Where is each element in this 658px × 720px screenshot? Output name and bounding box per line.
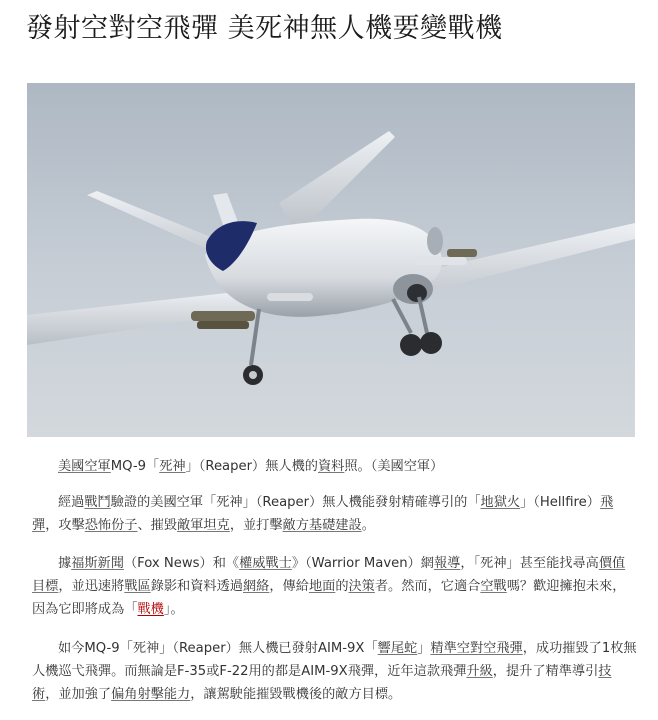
keyword-link[interactable]: 美國空軍 (58, 459, 111, 474)
keyword-link[interactable]: 敵方基礎建設 (282, 518, 362, 533)
keyword-link[interactable]: 技術 (32, 664, 612, 702)
keyword-link[interactable]: 價值目標 (32, 556, 626, 594)
keyword-link[interactable]: 網絡 (243, 579, 270, 594)
paragraph-2: 據福斯新聞（Fox News）和《權威戰士》（Warrior Maven）網報導，「死神」甚至能找尋高價值目標，並迅速將戰區錄影和資料透過網絡，傳給地面的決策者。然而，它適合空戰嗎？歡迎擁抱未來，因為它即將成為「戰機」。 (32, 556, 626, 617)
article-title: 發射空對空飛彈 美死神無人機要變戰機 (26, 13, 503, 44)
paragraph-1: 經過戰鬥驗證的美國空軍「死神」（Reaper）無人機能發射精確導引的「地獄火」（Hellfire）飛彈，攻擊恐怖份子、摧毀敵軍坦克，並打擊敵方基礎建設。 (32, 495, 614, 533)
keyword-link[interactable]: 地獄火 (480, 495, 521, 510)
keyword-link[interactable]: 決策 (348, 579, 375, 594)
keyword-link[interactable]: 報導 (433, 556, 461, 571)
reaper-drone-photo (27, 83, 635, 437)
keyword-link[interactable]: 死神 (159, 459, 186, 474)
keyword-link[interactable]: 資料 (317, 459, 345, 474)
keyword-link[interactable]: 敵軍坦克 (177, 518, 230, 533)
keyword-link[interactable]: 偏角射擊能力 (111, 687, 191, 702)
keyword-link[interactable]: 地面 (308, 579, 336, 594)
keyword-link[interactable]: 響尾蛇 (377, 641, 418, 656)
keyword-link[interactable]: 戰區 (124, 579, 151, 594)
keyword-link[interactable]: 福斯新聞 (71, 556, 124, 571)
paragraph-3: 如今MQ-9「死神」（Reaper）無人機已發射AIM-9X「響尾蛇」精準空對空飛彈，成功摧毀了1枚無人機巡弋飛彈。而無論是F-35或F-22用的都是AIM-9X飛彈，近年這款飛彈升級，提升了精準導引技術，並加強了偏角射擊能力，讓駕駛能摧毀戰機後的敵方目標。 (32, 641, 637, 702)
keyword-link[interactable]: 權威戰士 (239, 556, 292, 571)
keyword-link[interactable]: 精準空對空飛彈 (430, 641, 523, 656)
keyword-link[interactable]: 恐怖份子 (84, 518, 138, 533)
keyword-link[interactable]: 戰機 (137, 602, 164, 617)
photo-caption: 美國空軍MQ-9「死神」（Reaper）無人機的資料照。（美國空軍） (58, 459, 444, 474)
article-photo (27, 83, 635, 437)
keyword-link[interactable]: 飛彈 (32, 495, 614, 533)
keyword-link[interactable]: 戰鬥 (84, 495, 111, 510)
keyword-link[interactable]: 空戰 (480, 579, 507, 594)
keyword-link[interactable]: 升級 (466, 664, 493, 679)
